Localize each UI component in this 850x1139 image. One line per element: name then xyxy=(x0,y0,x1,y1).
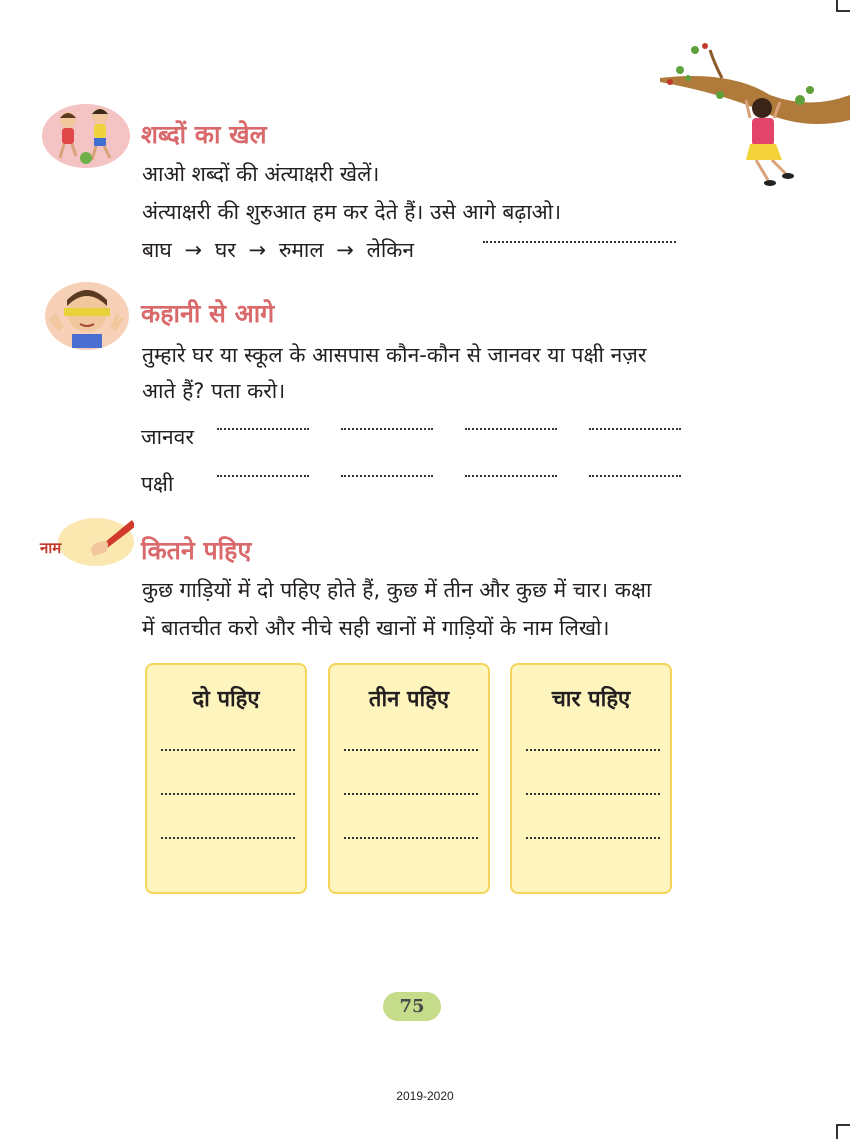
two-wheels-box xyxy=(145,663,307,894)
section-heading-how-many-wheels: कितने पहिए xyxy=(141,536,252,565)
arrow-icon: → xyxy=(336,238,354,262)
row-label-animals: जानवर xyxy=(141,425,194,449)
fill-in-blank[interactable] xyxy=(344,837,478,839)
blindfolded-child-icon xyxy=(42,278,132,352)
name-label: नाम xyxy=(40,539,62,557)
fill-in-blank[interactable] xyxy=(465,475,557,477)
fill-in-blank[interactable] xyxy=(526,837,660,839)
girl-on-branch-illustration xyxy=(650,40,850,195)
crop-mark xyxy=(836,1124,838,1139)
fill-in-blank[interactable] xyxy=(589,428,681,430)
fill-in-blank[interactable] xyxy=(217,475,309,477)
children-playing-icon xyxy=(40,98,132,170)
instruction-line: तुम्हारे घर या स्कूल के आसपास कौन-कौन से जानवर या पक्षी नज़र xyxy=(142,343,647,367)
fill-in-blank[interactable] xyxy=(344,793,478,795)
row-label-birds: पक्षी xyxy=(141,472,174,496)
page-number-badge: 75 xyxy=(383,992,441,1021)
word-chain xyxy=(142,231,414,269)
four-wheels-box xyxy=(510,663,672,894)
instruction-line: कुछ गाड़ियों में दो पहिए होते हैं, कुछ में तीन और कुछ में चार। कक्षा xyxy=(142,578,652,602)
arrow-icon: → xyxy=(184,238,203,262)
fill-in-blank[interactable] xyxy=(526,793,660,795)
fill-in-blank[interactable] xyxy=(344,749,478,751)
fill-in-blank[interactable] xyxy=(526,749,660,751)
box-title: चार पहिए xyxy=(551,687,631,712)
fill-in-blank[interactable] xyxy=(341,428,433,430)
fill-in-blank[interactable] xyxy=(161,837,295,839)
pen-writing-icon xyxy=(36,512,134,568)
fill-in-blank[interactable] xyxy=(465,428,557,430)
fill-in-blank[interactable] xyxy=(217,428,309,430)
chain-word: बाघ xyxy=(142,238,172,262)
section-heading-word-game: शब्दों का खेल xyxy=(141,120,267,149)
fill-in-blank[interactable] xyxy=(341,475,433,477)
fill-in-blank[interactable] xyxy=(589,475,681,477)
fill-in-blank[interactable] xyxy=(161,793,295,795)
edition-year: 2019-2020 xyxy=(396,1089,454,1103)
fill-in-blank[interactable] xyxy=(483,241,676,243)
instruction-line: आते हैं? पता करो। xyxy=(142,379,286,403)
section-heading-beyond-story: कहानी से आगे xyxy=(141,299,275,328)
box-title: तीन पहिए xyxy=(368,687,450,712)
crop-mark xyxy=(836,1124,850,1126)
crop-mark xyxy=(836,10,850,12)
box-title: दो पहिए xyxy=(192,687,260,712)
arrow-icon: → xyxy=(248,238,267,262)
three-wheels-box xyxy=(328,663,490,894)
chain-word: रुमाल xyxy=(278,238,324,262)
chain-word: लेकिन xyxy=(366,238,415,262)
instruction-line: में बातचीत करो और नीचे सही खानों में गाड़ियों के नाम लिखो। xyxy=(142,616,610,640)
instruction-line: आओ शब्दों की अंत्याक्षरी खेलें। xyxy=(142,162,380,186)
fill-in-blank[interactable] xyxy=(161,749,295,751)
chain-word: घर xyxy=(214,238,236,262)
instruction-line: अंत्याक्षरी की शुरुआत हम कर देते हैं। उसे आगे बढ़ाओ। xyxy=(142,200,562,224)
